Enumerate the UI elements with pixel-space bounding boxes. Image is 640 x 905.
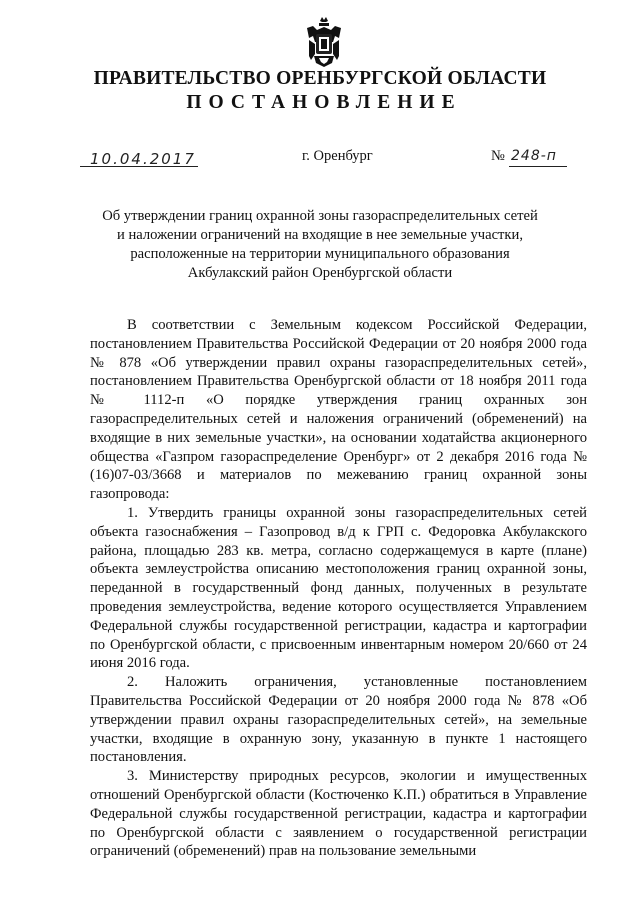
document-type: ПОСТАНОВЛЕНИЕ [186, 92, 462, 113]
subject-line: Об утверждении границ охранной зоны газораспределительных сетей [102, 208, 538, 224]
government-title: ПРАВИТЕЛЬСТВО ОРЕНБУРГСКОЙ ОБЛАСТИ [93, 68, 547, 89]
subject-line: расположенные на территории муниципального образования [130, 246, 510, 262]
document-number: 248-п [511, 148, 557, 164]
preamble-paragraph: В соответствии с Земельным кодексом Российской Федерации, постановлением Правительства Российской Федерации от 20 ноября 2000 года № 878 «Об утверждении правил охраны газораспределительных сетей», постановлением Правительства Оренбургской области от 18 ноября 2011 года № 1112-п «О порядке утверждения границ охранных зон газораспределительных сетей и наложения ограничений (обременений) на входящие в них земельные участки», на основании ходатайства акционерного общества «Газпром газораспределение Оренбург» от 2 декабря 2016 года № (16)07-03/3668 и материалов по межеванию границ охранной зоны газопровода: [90, 317, 587, 503]
subject-line: и наложении ограничений на входящие в нее земельные участки, [117, 227, 523, 243]
subject-line: Акбулакский район Оренбургской области [187, 265, 453, 281]
date-underline [80, 166, 198, 167]
document-body [90, 316, 587, 861]
document-city: г. Оренбург [302, 148, 373, 164]
clause-paragraph: 1. Утвердить границы охранной зоны газораспределительных сетей объекта газоснабжения – Газопровод в/д к ГРП с. Федоровка Акбулакского района, площадью 283 кв. метра, согласно содержащемуся в карте (плане) объекта землеустройства описанию местоположения границ охранной зоны, переданной в государственный фонд данных, полученных в результате проведения землеустройства, ведение которого осуществляется Управлением Федеральной службы государственной регистрации, кадастра и картографии по Оренбургской области, с присвоенным инвентарным номером 20/660 от 24 июня 2016 года. [90, 504, 587, 672]
clause-paragraph: 2. Наложить ограничения, установленные постановлением Правительства Российской Федерации от 20 ноября 2000 года № 878 «Об утверждении правил охраны газораспределительных сетей», на земельные участки, входящие в охранную зону, указанную в пункте 1 настоящего постановления. [90, 674, 587, 766]
coat-of-arms-icon [305, 16, 343, 68]
number-underline [509, 166, 567, 167]
document-date: 10.04.2017 [90, 150, 196, 168]
number-label: № [491, 148, 505, 164]
clause-paragraph: 3. Министерству природных ресурсов, экологии и имущественных отношений Оренбургской области (Костюченко К.П.) обратиться в Управление Федеральной службы государственной регистрации, кадастра и картографии по Оренбургской области с заявлением о государственной регистрации ограничений (обременений) прав на пользование земельными [90, 768, 587, 860]
document-subject [100, 207, 540, 283]
